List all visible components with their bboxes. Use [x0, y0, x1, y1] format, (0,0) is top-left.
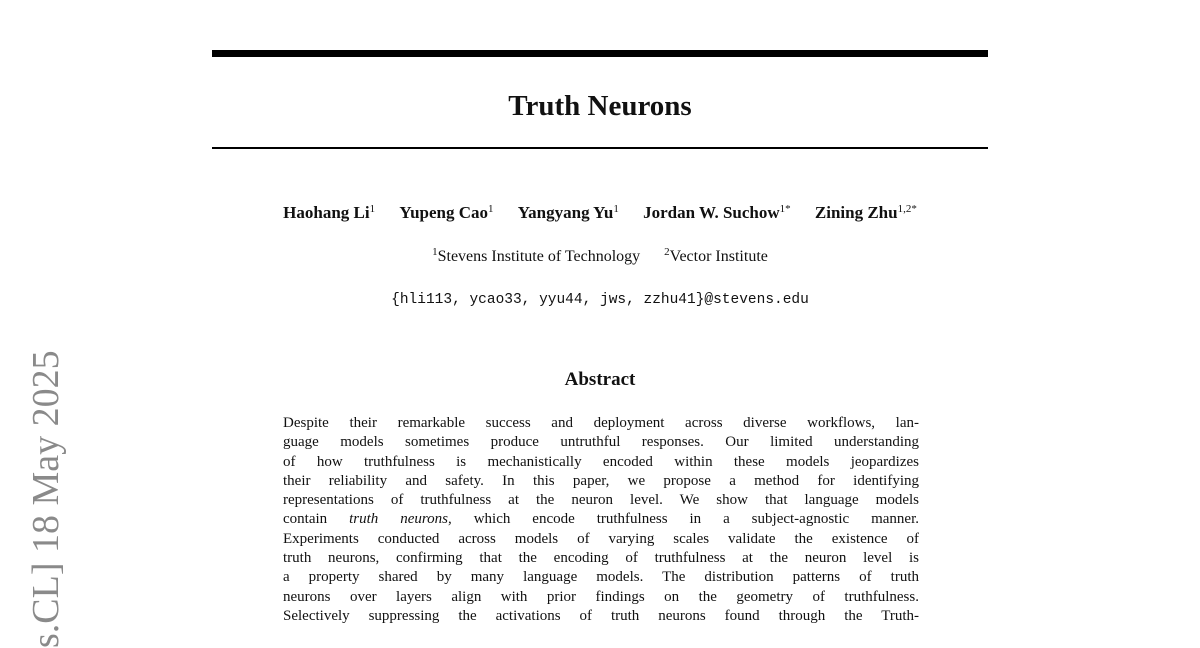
author — [283, 200, 375, 226]
author-name: Haohang Li — [283, 203, 370, 222]
abstract-body — [283, 414, 919, 626]
title-top-rule — [212, 50, 988, 57]
author-name: Zining Zhu — [814, 203, 898, 222]
affiliation-mark: 1 — [432, 246, 438, 258]
arxiv-identifier-stamp: s.CL] 18 May 2025 — [25, 350, 67, 648]
abstract-line: representations of truthfulness at the neuron level. We show that language models — [283, 492, 919, 509]
author-list — [150, 200, 1050, 226]
author-affiliation-mark: 1 — [613, 203, 619, 215]
author — [518, 200, 619, 226]
emphasized-term: truth neurons — [349, 511, 448, 528]
abstract-line: of how truthfulness is mechanistically encoded within these models jeopardizes — [283, 453, 919, 470]
author-emails: {hli113, ycao33, yyu44, jws, zzhu41}@stevens.edu — [391, 292, 809, 308]
abstract-text: contain — [283, 511, 350, 528]
affiliation-mark: 2 — [664, 246, 670, 258]
affiliation — [432, 248, 640, 265]
abstract-line: Experiments conducted across models of varying scales validate the existence of — [283, 530, 919, 547]
author-name: Yangyang Yu — [517, 203, 614, 222]
author — [815, 200, 917, 226]
author — [399, 200, 493, 226]
paper-title: Truth Neurons — [508, 90, 692, 122]
affiliation-name: Stevens Institute of Technology — [437, 248, 641, 265]
abstract-line: their reliability and safety. In this paper, we propose a method for identifying — [283, 472, 919, 489]
title-bottom-rule — [212, 147, 988, 149]
author — [643, 200, 791, 226]
abstract-heading: Abstract — [564, 369, 636, 390]
abstract-text: , which encode truthfulness in a subject-agnostic manner. — [448, 511, 920, 528]
abstract-line: truth neurons, confirming that the encoding of truthfulness at the neuron level is — [283, 550, 919, 567]
affiliation — [664, 248, 768, 265]
author-name: Jordan W. Suchow — [643, 203, 780, 222]
abstract-line: a property shared by many language models. The distribution patterns of truth — [283, 569, 919, 586]
abstract-line: guage models sometimes produce untruthful responses. Our limited understanding — [283, 434, 919, 451]
affiliation-list — [212, 245, 988, 269]
author-affiliation-mark: 1* — [779, 203, 791, 215]
author-name: Yupeng Cao — [399, 203, 489, 222]
abstract-line: Selectively suppressing the activations of truth neurons found through the Truth- — [283, 607, 919, 624]
abstract-line: neurons over layers align with prior findings on the geometry of truthfulness. — [283, 588, 919, 605]
author-affiliation-mark: 1,2* — [897, 203, 917, 215]
author-affiliation-mark: 1 — [488, 203, 494, 215]
abstract-line — [283, 510, 919, 529]
affiliation-name: Vector Institute — [669, 248, 768, 265]
abstract-line: Despite their remarkable success and deployment across diverse workflows, lan- — [283, 415, 919, 431]
author-affiliation-mark: 1 — [369, 203, 376, 215]
